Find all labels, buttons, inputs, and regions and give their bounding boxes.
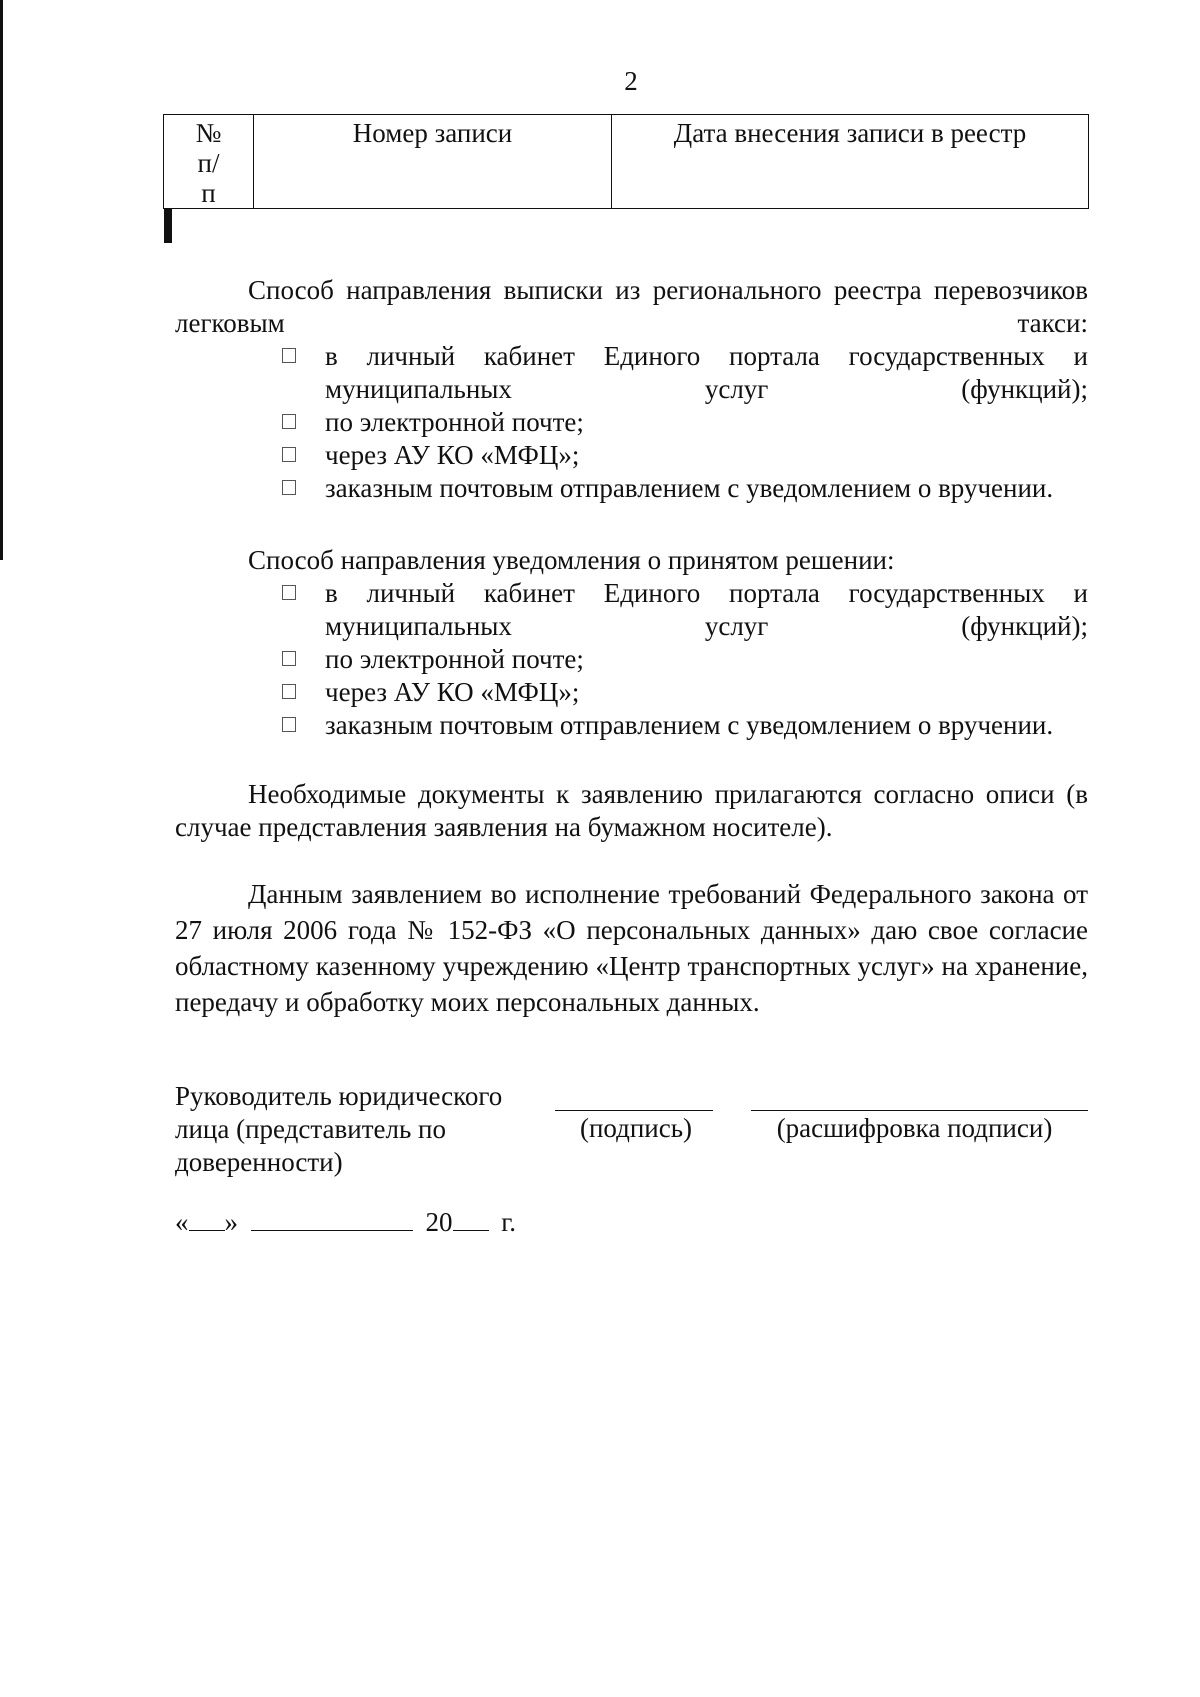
year-prefix: 20 xyxy=(425,1207,453,1237)
decision-notice-intro: Способ направления уведомления о принятом решении: xyxy=(248,545,895,575)
option-label: через АУ КО «МФЦ»; xyxy=(325,440,580,470)
header-date-label: Дата внесения записи в реестр xyxy=(673,118,1027,148)
extract-delivery-section xyxy=(175,274,1088,505)
attachments-note: Необходимые документы к заявлению прилагаются согласно описи (в случае представления заявления на бумажном носителе). xyxy=(175,779,1088,842)
checkbox-icon[interactable] xyxy=(282,651,296,666)
checkbox-icon[interactable] xyxy=(282,447,296,462)
option-label: по электронной почте; xyxy=(325,644,584,674)
notice-option-mfc[interactable] xyxy=(282,676,1088,709)
notice-option-personal-cabinet[interactable] xyxy=(282,577,1088,643)
year-blank[interactable] xyxy=(453,1206,489,1231)
signatory-role: Руководитель юридического лица (представитель по доверенности) xyxy=(175,1081,503,1177)
extract-option-email[interactable] xyxy=(282,406,1088,439)
option-label: заказным почтовым отправлением с уведомлением о вручении. xyxy=(325,710,1054,740)
date-close-quote: » xyxy=(224,1207,238,1237)
signature-caption: (подпись) xyxy=(579,1113,693,1143)
header-cell-record xyxy=(254,115,612,209)
option-label: в личный кабинет Единого портала государственных и муниципальных услуг (функций); xyxy=(325,578,1088,641)
signature-line[interactable] xyxy=(555,1110,713,1111)
signature-decoding-caption: (расшифровка подписи) xyxy=(776,1113,1053,1143)
extract-delivery-intro: Способ направления выписки из регионального реестра перевозчиков легковым такси: xyxy=(175,275,1088,338)
option-label: через АУ КО «МФЦ»; xyxy=(325,677,580,707)
option-label: в личный кабинет Единого портала государственных и муниципальных услуг (функций); xyxy=(325,341,1088,404)
header-cell-number xyxy=(164,115,254,209)
extract-option-personal-cabinet[interactable] xyxy=(282,340,1088,406)
consent-paragraph: Данным заявлением во исполнение требований Федерального закона от 27 июля 2006 года № 152-ФЗ «О персональных данных» даю свое согласие областному казенному учреждению «Центр транспортных услуг» на хранение, передачу и обработку моих персональных данных. xyxy=(175,879,1088,1017)
decision-notice-section xyxy=(175,544,1088,742)
header-number-label: № п/п xyxy=(195,118,222,208)
checkbox-icon[interactable] xyxy=(282,717,296,732)
table-header-row xyxy=(164,115,1089,209)
option-label: по электронной почте; xyxy=(325,407,584,437)
notice-option-email[interactable] xyxy=(282,643,1088,676)
checkbox-icon[interactable] xyxy=(282,414,296,429)
notice-option-registered-mail[interactable] xyxy=(282,709,1088,742)
month-blank[interactable] xyxy=(251,1206,413,1231)
signature-decoding-line[interactable] xyxy=(751,1110,1088,1111)
date-line xyxy=(175,1206,516,1239)
checkbox-icon[interactable] xyxy=(282,585,296,600)
registry-table xyxy=(163,114,1089,241)
checkbox-icon[interactable] xyxy=(282,480,296,495)
day-blank[interactable] xyxy=(189,1206,225,1231)
extract-option-registered-mail[interactable] xyxy=(282,472,1088,505)
table-cell[interactable] xyxy=(170,210,171,243)
checkbox-icon[interactable] xyxy=(282,348,296,363)
table-row xyxy=(168,209,172,234)
date-open-quote: « xyxy=(175,1207,189,1237)
page-number: 2 xyxy=(624,66,638,96)
option-label: заказным почтовым отправлением с уведомлением о вручении. xyxy=(325,473,1054,503)
extract-option-mfc[interactable] xyxy=(282,439,1088,472)
header-cell-date xyxy=(612,115,1089,209)
header-record-label: Номер записи xyxy=(352,118,513,148)
checkbox-icon[interactable] xyxy=(282,684,296,699)
year-suffix: г. xyxy=(501,1207,517,1237)
